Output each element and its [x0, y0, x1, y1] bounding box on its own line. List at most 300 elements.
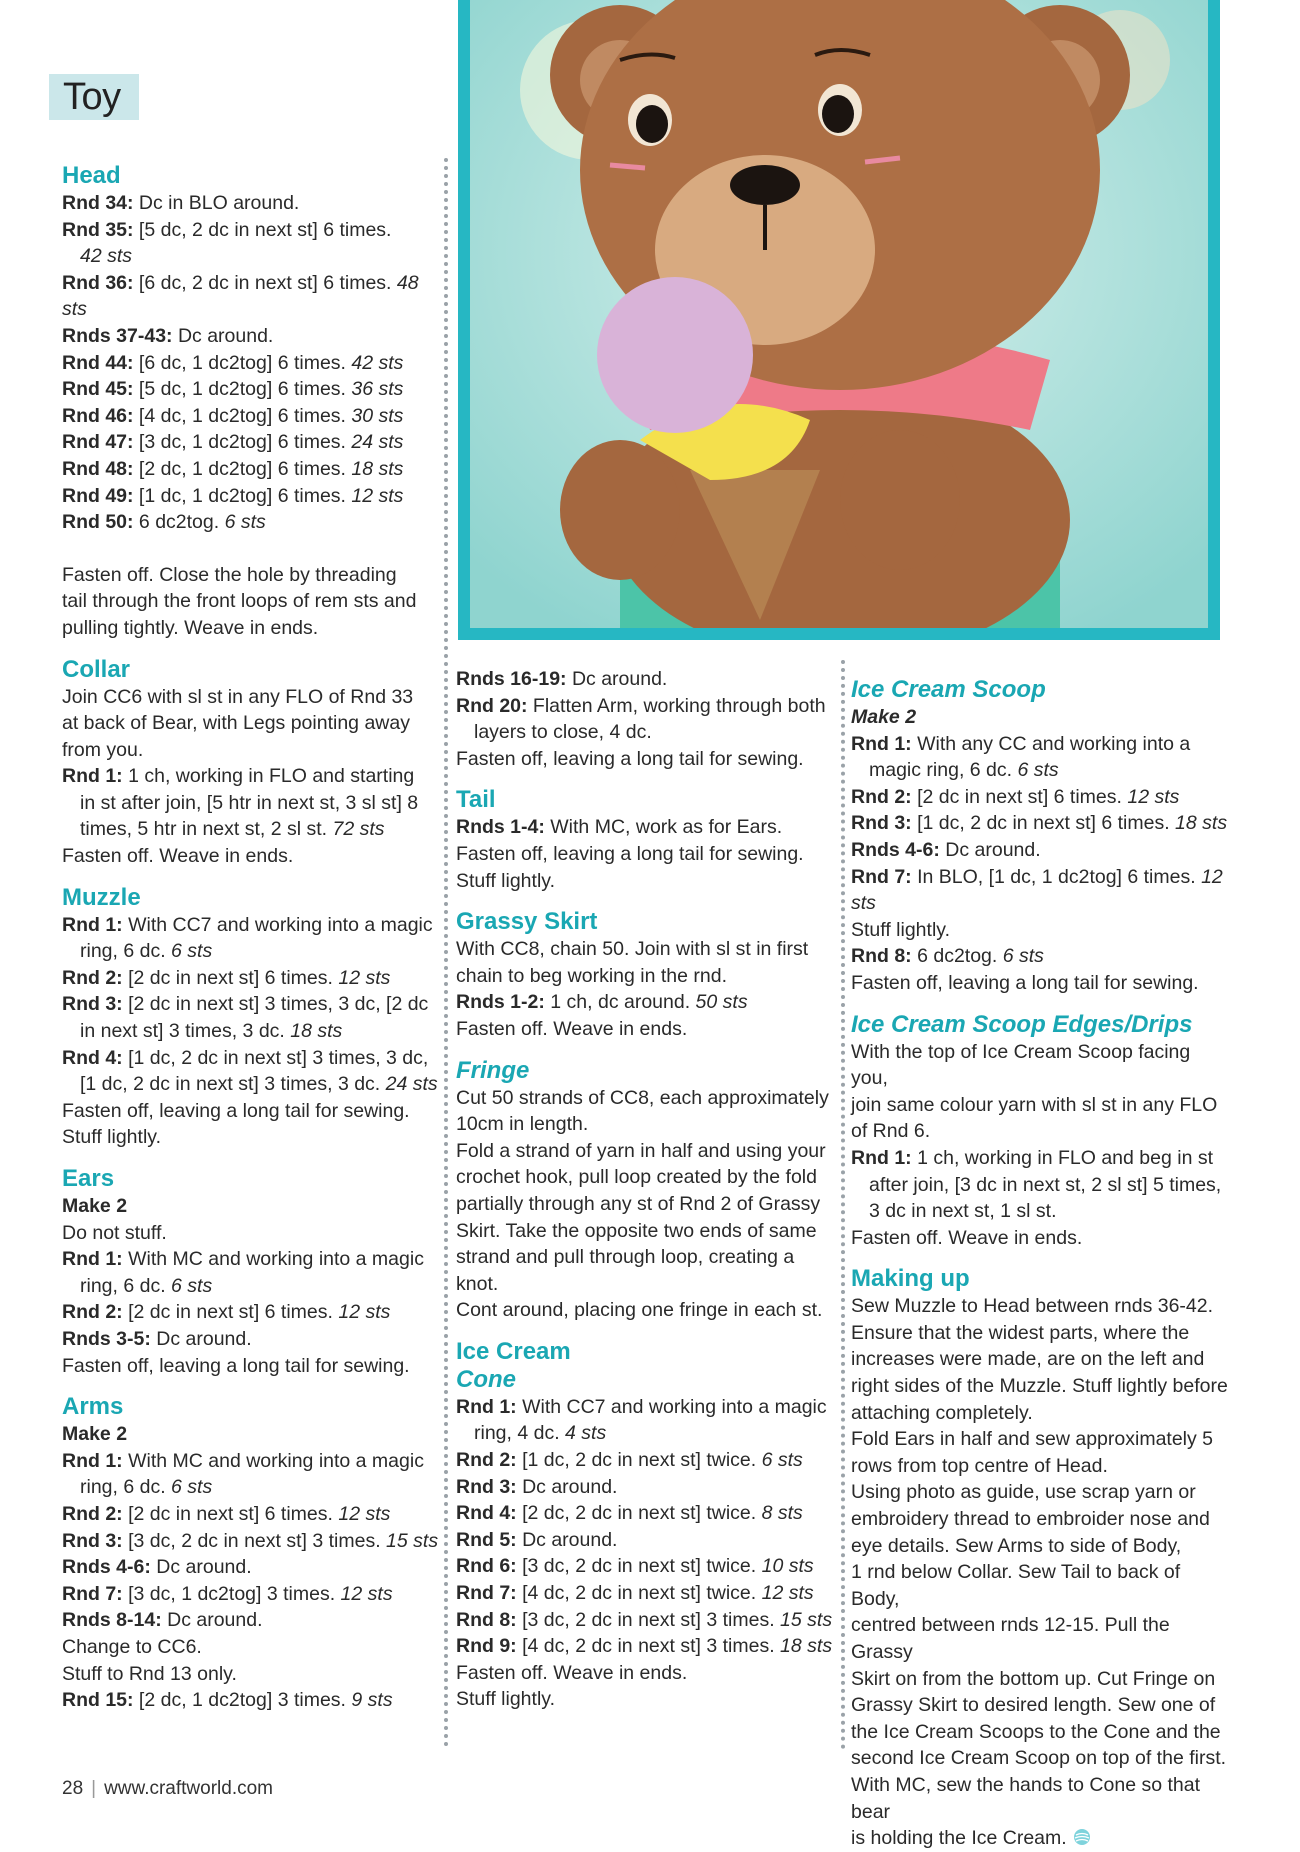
section-heading: Ice Cream Scoop: [851, 676, 1046, 703]
stitch-count: 18 sts: [1175, 812, 1228, 835]
round-instruction: [62, 376, 442, 403]
round-instruction: [62, 217, 442, 244]
instruction-body: layers to close, 4 dc.: [474, 721, 652, 744]
instruction-body: [5 dc, 2 dc in next st] 6 times.: [133, 218, 392, 241]
instruction-body: Fasten off, leaving a long tail for sewing.: [456, 747, 804, 770]
stitch-count: 12 sts: [761, 1582, 814, 1605]
instruction-body: [6 dc, 2 dc in next st] 6 times.: [133, 271, 397, 294]
instruction-text: [62, 562, 442, 589]
stitch-count: 18 sts: [780, 1635, 833, 1658]
instruction-body: after join, [3 dc in next st, 2 sl st] 5 times,: [869, 1173, 1222, 1196]
round-label: Rnd 1:: [62, 1248, 123, 1271]
instruction-body: [2 dc in next st] 6 times.: [122, 966, 339, 989]
instruction-text: [62, 790, 442, 817]
round-label: Rnd 6:: [456, 1555, 517, 1578]
instruction-text: [456, 1164, 836, 1191]
instruction-text: [851, 1612, 1231, 1665]
round-label: Rnd 48:: [62, 457, 134, 480]
instruction-text: [851, 1198, 1231, 1225]
instruction-text: [62, 1124, 442, 1151]
paragraph-gap: [62, 536, 442, 562]
round-label: Rnd 49:: [62, 484, 134, 507]
stitch-count: 6 sts: [761, 1449, 803, 1472]
instruction-text: [62, 1220, 442, 1247]
section-heading: Ice Cream Scoop Edges/Drips: [851, 1010, 1193, 1038]
instruction-body: Fasten off. Weave in ends.: [62, 845, 294, 868]
instruction-body: Fasten off, leaving a long tail for sewing.: [851, 971, 1199, 994]
instruction-body: Stuff lightly.: [62, 1126, 161, 1149]
page-number: 28: [62, 1778, 84, 1799]
instruction-body: attaching completely.: [851, 1401, 1033, 1424]
instruction-text: [851, 1346, 1231, 1373]
stitch-count: 9 sts: [351, 1689, 393, 1712]
instruction-text: [851, 1479, 1231, 1506]
instruction-body: [2 dc, 1 dc2tog] 6 times.: [133, 457, 352, 480]
instruction-body: Fasten off. Weave in ends.: [851, 1226, 1083, 1249]
instruction-text: [456, 1138, 836, 1165]
instruction-body: [2 dc in next st] 6 times.: [122, 1301, 339, 1324]
instruction-text: [851, 1092, 1231, 1119]
instruction-text: [456, 1085, 836, 1112]
instruction-text: [851, 1772, 1231, 1825]
round-instruction: [62, 1246, 442, 1273]
stitch-count: 48 sts: [62, 271, 419, 321]
section-heading: Muzzle: [62, 883, 141, 911]
round-instruction: [62, 991, 442, 1018]
section-heading: Ears: [62, 1165, 115, 1192]
instruction-text: [456, 1686, 836, 1713]
round-instruction: [62, 403, 442, 430]
instruction-body: Dc around.: [566, 668, 668, 690]
round-instruction: [456, 693, 836, 720]
instruction-body: [2 dc in next st] 3 times, 3 dc, [2 dc: [122, 993, 429, 1016]
instruction-text: [456, 1111, 836, 1138]
round-instruction: [62, 763, 442, 790]
instruction-body: 1 ch, working in FLO and starting: [122, 765, 415, 788]
round-instruction: [456, 1553, 836, 1580]
round-label: Rnd 2:: [62, 1301, 123, 1324]
instruction-text: [851, 1172, 1231, 1199]
stitch-count: 6 sts: [171, 1274, 213, 1297]
instruction-body: 3 dc in next st, 1 sl st.: [869, 1200, 1057, 1223]
instruction-body: 6 dc2tog.: [133, 511, 225, 534]
section-heading: Ice Cream: [456, 1337, 571, 1365]
instruction-text: [456, 746, 836, 773]
round-instruction: [851, 1145, 1231, 1172]
column-divider-right: [841, 660, 845, 1750]
instruction-text: [851, 1039, 1231, 1092]
instruction-text: [851, 757, 1231, 784]
round-label: Rnd 50:: [62, 511, 134, 534]
section-heading: Arms: [62, 1393, 124, 1421]
instruction-body: Ensure that the widest parts, where the: [851, 1321, 1190, 1344]
round-label: Rnd 47:: [62, 431, 134, 454]
round-instruction: [62, 1607, 442, 1634]
round-instruction: [456, 1447, 836, 1474]
instruction-body: partially through any st of Rnd 2 of Grassy: [456, 1192, 821, 1215]
section-heading: Cone: [456, 1365, 516, 1393]
instruction-body: eye details. Sew Arms to side of Body,: [851, 1534, 1182, 1557]
instruction-body: Stuff to Rnd 13 only.: [62, 1662, 237, 1685]
instruction-text: [851, 1692, 1231, 1719]
instruction-body: [6 dc, 1 dc2tog] 6 times.: [133, 351, 352, 374]
instruction-text: [62, 1018, 442, 1045]
round-label: Rnd 7:: [851, 865, 912, 888]
make-count: Make 2: [62, 1195, 128, 1217]
instruction-text: [851, 1506, 1231, 1533]
instruction-body: join same colour yarn with sl st in any FLO: [851, 1093, 1218, 1116]
round-label: Rnd 1:: [62, 1449, 123, 1472]
stitch-count: 36 sts: [351, 378, 404, 401]
instruction-text: [62, 1098, 442, 1125]
round-instruction: [62, 323, 442, 350]
round-instruction: [62, 1554, 442, 1581]
stitch-count: 10 sts: [761, 1555, 814, 1578]
stitch-count: 42 sts: [351, 351, 404, 374]
round-instruction: [62, 1687, 442, 1714]
instruction-body: Cont around, placing one fringe in each st.: [456, 1299, 823, 1322]
instruction-body: 1 ch, working in FLO and beg in st: [911, 1146, 1213, 1169]
section-heading: Grassy Skirt: [456, 908, 598, 936]
round-label: Rnd 1:: [851, 1146, 912, 1169]
instruction-text: [851, 1400, 1231, 1427]
round-instruction: [851, 943, 1231, 970]
instruction-body: of Rnd 6.: [851, 1120, 931, 1143]
instruction-body: Dc around.: [172, 324, 274, 347]
instruction-body: [3 dc, 1 dc2tog] 3 times.: [122, 1582, 341, 1605]
round-label: Rnd 46:: [62, 404, 134, 427]
stitch-count: 12 sts: [338, 1502, 391, 1525]
instruction-body: Do not stuff.: [62, 1221, 167, 1244]
round-label: Rnd 7:: [456, 1582, 517, 1605]
instruction-body: Fasten off, leaving a long tail for sewing.: [62, 1354, 410, 1377]
round-instruction: [456, 989, 836, 1016]
stitch-count: 6 sts: [171, 940, 213, 963]
instruction-body: the Ice Cream Scoops to the Cone and the: [851, 1720, 1221, 1743]
instruction-body: ring, 6 dc.: [80, 1274, 172, 1297]
instruction-body: With CC8, chain 50. Join with sl st in first: [456, 938, 809, 961]
round-instruction: [456, 1633, 836, 1660]
stitch-count: 24 sts: [385, 1073, 438, 1096]
instruction-text: [851, 1559, 1231, 1612]
column-2: [456, 666, 836, 1713]
instruction-text: [62, 1661, 442, 1688]
instruction-body: Fasten off, leaving a long tail for sewing.: [62, 1099, 410, 1122]
instruction-body: [3 dc, 2 dc in next st] twice.: [516, 1555, 762, 1578]
instruction-text: [851, 1825, 1231, 1852]
instruction-body: 1 rnd below Collar. Sew Tail to back of Body,: [851, 1561, 1181, 1610]
instruction-body: With the top of Ice Cream Scoop facing you,: [851, 1040, 1191, 1090]
instruction-text: [62, 1353, 442, 1380]
round-instruction: [851, 810, 1231, 837]
instruction-body: Fold a strand of yarn in half and using your: [456, 1139, 826, 1162]
instruction-body: [1 dc, 2 dc in next st] 3 times, 3 dc.: [80, 1073, 386, 1096]
instruction-body: at back of Bear, with Legs pointing away: [62, 712, 410, 735]
round-label: Rnd 34:: [62, 192, 134, 214]
instruction-body: With MC and working into a magic: [122, 1248, 424, 1271]
instruction-text: [62, 938, 442, 965]
round-label: Rnds 4-6:: [62, 1556, 151, 1579]
round-instruction: [62, 429, 442, 456]
stitch-count: 6 sts: [224, 511, 266, 534]
page-footer: [62, 1778, 273, 1800]
column-divider-left: [444, 158, 448, 1748]
instruction-text: [851, 1373, 1231, 1400]
round-label: Rnd 44:: [62, 351, 134, 374]
round-label: Rnd 1:: [456, 1395, 517, 1418]
instruction-body: Cut 50 strands of CC8, each approximately: [456, 1086, 829, 1109]
round-label: Rnd 3:: [62, 993, 123, 1016]
instruction-body: [3 dc, 2 dc in next st] 3 times.: [122, 1529, 387, 1552]
column-1: [62, 162, 442, 1714]
round-instruction: [62, 483, 442, 510]
round-label: Rnd 1:: [851, 732, 912, 755]
instruction-body: [3 dc, 2 dc in next st] 3 times.: [516, 1608, 781, 1631]
round-label: Rnds 4-6:: [851, 838, 940, 861]
instruction-body: With MC, sew the hands to Cone so that bear: [851, 1773, 1201, 1823]
instruction-body: Grassy Skirt to desired length. Sew one of: [851, 1694, 1216, 1717]
instruction-text: [851, 1453, 1231, 1480]
instruction-body: Fasten off, leaving a long tail for sewing.: [456, 842, 804, 865]
round-instruction: [62, 1299, 442, 1326]
instruction-body: in st after join, [5 htr in next st, 3 sl st] 8: [80, 791, 419, 814]
instruction-text: [456, 1297, 836, 1324]
instruction-body: Stuff lightly.: [456, 1688, 555, 1711]
round-instruction: [62, 1528, 442, 1555]
round-instruction: [456, 814, 836, 841]
round-instruction: [456, 1394, 836, 1421]
instruction-text: [851, 1320, 1231, 1347]
stitch-count: 50 sts: [695, 991, 748, 1014]
round-label: Rnd 20:: [456, 694, 528, 717]
round-label: Rnd 35:: [62, 218, 134, 241]
round-instruction: [851, 864, 1231, 917]
instruction-text: [456, 1218, 836, 1245]
instruction-text: [62, 710, 442, 737]
instruction-body: Skirt. Take the opposite two ends of same: [456, 1219, 817, 1242]
instruction-body: [2 dc, 1 dc2tog] 3 times.: [133, 1689, 352, 1712]
instruction-text: [851, 1745, 1231, 1772]
round-label: Rnds 8-14:: [62, 1609, 162, 1632]
round-instruction: [456, 1474, 836, 1501]
round-instruction: [851, 731, 1231, 758]
round-label: Rnd 8:: [851, 945, 912, 968]
round-label: Rnds 1-4:: [456, 816, 545, 839]
instruction-body: increases were made, are on the left and: [851, 1348, 1205, 1371]
stitch-count: 12 sts: [340, 1582, 393, 1605]
footer-url[interactable]: www.craftworld.com: [104, 1778, 273, 1799]
instruction-body: times, 5 htr in next st, 2 sl st.: [80, 818, 333, 841]
instruction-body: With MC, work as for Ears.: [544, 816, 783, 839]
round-label: Rnd 7:: [62, 1582, 123, 1605]
stitch-count: 6 sts: [1017, 759, 1059, 782]
instruction-text: [851, 1426, 1231, 1453]
round-label: Rnd 2:: [62, 1502, 123, 1525]
stitch-count: 15 sts: [386, 1529, 439, 1552]
instruction-body: Stuff lightly.: [851, 918, 950, 941]
round-instruction: [62, 1448, 442, 1475]
instruction-text: [456, 1660, 836, 1687]
section-heading: Head: [62, 162, 121, 189]
round-label: Rnd 45:: [62, 378, 134, 401]
instruction-body: crochet hook, pull loop created by the fold: [456, 1166, 817, 1189]
stitch-count: 8 sts: [761, 1502, 803, 1525]
instruction-body: [1 dc, 1 dc2tog] 6 times.: [133, 484, 352, 507]
instruction-body: right sides of the Muzzle. Stuff lightly before: [851, 1375, 1228, 1398]
round-label: Rnds 37-43:: [62, 324, 173, 347]
instruction-text: [456, 936, 836, 963]
round-label: Rnd 3:: [456, 1475, 517, 1498]
instruction-body: Dc around.: [161, 1609, 263, 1632]
instruction-body: chain to beg working in the rnd.: [456, 964, 728, 987]
round-instruction: [456, 1500, 836, 1527]
round-label: Rnd 36:: [62, 271, 134, 294]
round-instruction: [851, 784, 1231, 811]
round-instruction: [62, 270, 442, 323]
round-label: Rnd 8:: [456, 1608, 517, 1631]
instruction-text: [851, 917, 1231, 944]
round-instruction: [851, 837, 1231, 864]
instruction-body: [2 dc in next st] 6 times.: [122, 1502, 339, 1525]
stitch-count: 6 sts: [171, 1476, 213, 1499]
instruction-body: Dc around.: [150, 1556, 252, 1579]
round-instruction: [456, 1580, 836, 1607]
make-count: Make 2: [62, 1423, 128, 1446]
stitch-count: 12 sts: [351, 484, 404, 507]
instruction-body: Dc around.: [516, 1528, 618, 1551]
round-label: Rnd 3:: [62, 1529, 123, 1552]
section-tag-label: Toy: [63, 76, 121, 118]
stitch-count: 12 sts: [851, 865, 1223, 915]
teddy-bear-photo: [470, 0, 1208, 628]
instruction-body: pulling tightly. Weave in ends.: [62, 616, 319, 639]
instruction-text: [851, 1719, 1231, 1746]
round-label: Rnd 3:: [851, 812, 912, 835]
instruction-text: [62, 588, 442, 615]
stitch-count: 4 sts: [565, 1422, 607, 1445]
stitch-count: 12 sts: [338, 966, 391, 989]
instruction-body: Skirt on from the bottom up. Cut Fringe on: [851, 1667, 1216, 1690]
instruction-text: [456, 963, 836, 990]
footer-separator: |: [91, 1778, 97, 1799]
instruction-body: Sew Muzzle to Head between rnds 36-42.: [851, 1295, 1214, 1318]
instruction-body: Change to CC6.: [62, 1635, 202, 1658]
instruction-body: [4 dc, 2 dc in next st] twice.: [516, 1582, 762, 1605]
instruction-text: [851, 1293, 1231, 1320]
instruction-text: [62, 684, 442, 711]
instruction-text: [62, 816, 442, 843]
section-heading: Tail: [456, 786, 496, 814]
round-label: Rnd 2:: [62, 966, 123, 989]
round-label: Rnd 4:: [62, 1046, 123, 1069]
stitch-count: 30 sts: [351, 404, 404, 427]
instruction-text: [851, 1118, 1231, 1145]
instruction-body: centred between rnds 12-15. Pull the Grassy: [851, 1614, 1170, 1663]
round-instruction: [456, 1607, 836, 1634]
instruction-body: [3 dc, 1 dc2tog] 6 times.: [133, 431, 352, 454]
instruction-text: [456, 719, 836, 746]
instruction-body: Stuff lightly.: [456, 869, 555, 892]
stitch-count: 12 sts: [1127, 785, 1180, 808]
round-label: Rnds 16-19:: [456, 668, 567, 690]
instruction-text: [62, 615, 442, 642]
instruction-text: [851, 1533, 1231, 1560]
section-heading: Fringe: [456, 1056, 530, 1084]
instruction-body: 1 ch, dc around.: [544, 991, 696, 1014]
instruction-text: [851, 970, 1231, 997]
instruction-text: [456, 1244, 836, 1297]
instruction-body: [1 dc, 2 dc in next st] 3 times, 3 dc,: [122, 1046, 429, 1069]
instruction-body: [2 dc in next st] 6 times.: [911, 785, 1128, 808]
instruction-text: [456, 868, 836, 895]
instruction-body: [4 dc, 1 dc2tog] 6 times.: [133, 404, 352, 427]
instruction-body: With any CC and working into a: [911, 732, 1191, 755]
instruction-body: [2 dc, 2 dc in next st] twice.: [516, 1502, 762, 1525]
round-instruction: [62, 965, 442, 992]
round-instruction: [62, 1326, 442, 1353]
instruction-body: Fasten off. Weave in ends.: [456, 1017, 688, 1040]
stitch-count: 18 sts: [290, 1020, 343, 1043]
instruction-body: tail through the front loops of rem sts and: [62, 590, 417, 613]
instruction-text: [851, 1225, 1231, 1252]
instruction-body: magic ring, 6 dc.: [869, 759, 1018, 782]
round-instruction: [62, 190, 442, 217]
round-label: Rnd 2:: [851, 785, 912, 808]
section-heading: Making up: [851, 1265, 970, 1293]
instruction-text: [62, 843, 442, 870]
instruction-text: [456, 1016, 836, 1043]
instruction-body: 6 dc2tog.: [911, 945, 1003, 968]
instruction-body: [4 dc, 2 dc in next st] 3 times.: [516, 1635, 781, 1658]
instruction-body: ring, 4 dc.: [474, 1422, 566, 1445]
round-instruction: [62, 1501, 442, 1528]
yarn-ball-icon: [1067, 1827, 1091, 1849]
round-label: Rnds 1-2:: [456, 991, 545, 1014]
instruction-body: Dc around.: [939, 838, 1041, 861]
round-label: Rnd 1:: [62, 765, 123, 788]
section-heading: Collar: [62, 655, 131, 683]
round-label: Rnd 1:: [62, 913, 123, 936]
round-instruction: [62, 456, 442, 483]
instruction-body: is holding the Ice Cream.: [851, 1827, 1067, 1850]
instruction-text: [62, 1273, 442, 1300]
instruction-body: With MC and working into a magic: [122, 1449, 424, 1472]
stitch-count: 42 sts: [80, 245, 133, 268]
instruction-body: Dc in BLO around.: [133, 192, 300, 214]
stitch-count: 6 sts: [1002, 945, 1044, 968]
round-label: Rnd 9:: [456, 1635, 517, 1658]
instruction-body: Fold Ears in half and sew approximately 5: [851, 1428, 1214, 1451]
instruction-text: [456, 1191, 836, 1218]
round-label: Rnd 4:: [456, 1502, 517, 1525]
make-count: Make 2: [851, 706, 917, 728]
instruction-text: [456, 1420, 836, 1447]
instruction-body: With CC7 and working into a magic: [516, 1395, 827, 1418]
instruction-body: In BLO, [1 dc, 1 dc2tog] 6 times.: [911, 865, 1202, 888]
stitch-count: 24 sts: [351, 431, 404, 454]
stitch-count: 15 sts: [780, 1608, 833, 1631]
column-3: [851, 662, 1231, 1852]
instruction-body: 10cm in length.: [456, 1113, 589, 1136]
instruction-body: Join CC6 with sl st in any FLO of Rnd 33: [62, 685, 414, 708]
stitch-count: 12 sts: [338, 1301, 391, 1324]
instruction-body: strand and pull through loop, creating a knot.: [456, 1246, 795, 1295]
round-instruction: [62, 1581, 442, 1608]
instruction-body: With CC7 and working into a magic: [122, 913, 433, 936]
round-label: Rnd 2:: [456, 1449, 517, 1472]
instruction-body: Dc around.: [516, 1475, 618, 1498]
instruction-body: Dc around.: [150, 1327, 252, 1350]
